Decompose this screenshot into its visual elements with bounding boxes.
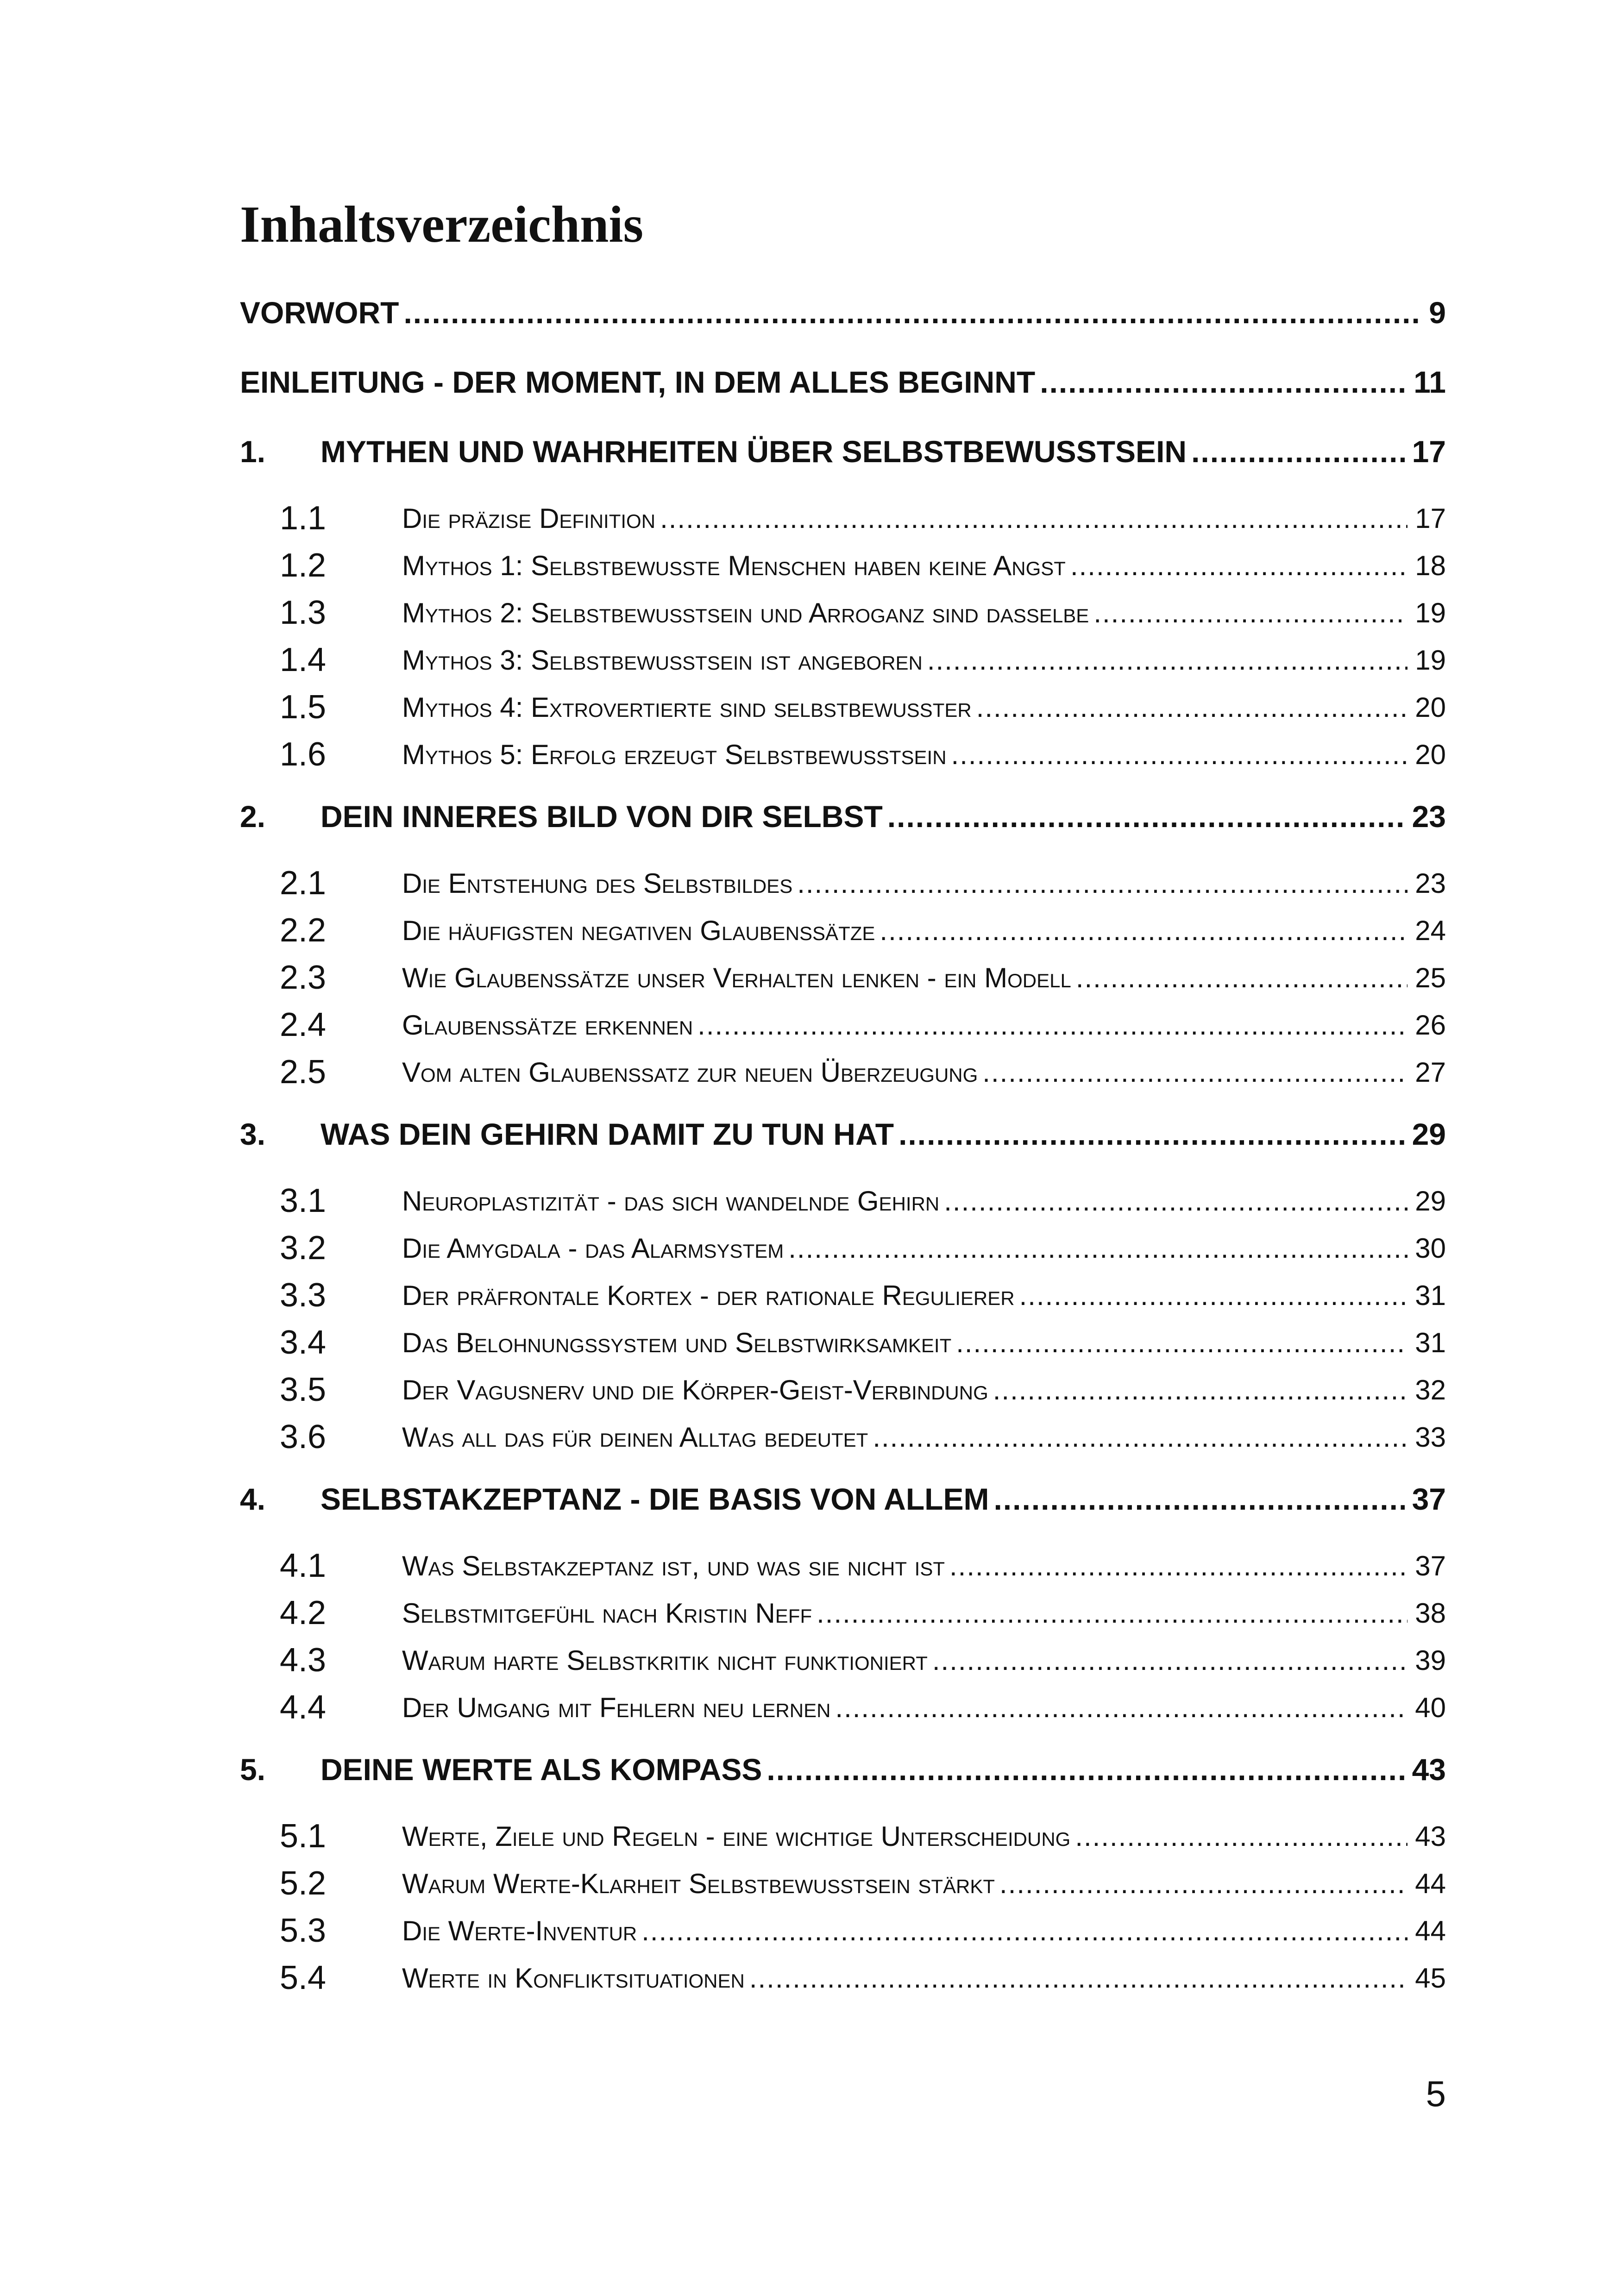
toc-chapter-entry[interactable] [240,782,1446,851]
toc-entry-number: 4.3 [280,1642,327,1679]
toc-entry-page: 33 [1415,1421,1446,1453]
toc-entry-title: Mythos 5: Erfolg erzeugt Selbstbewusstsein [402,739,947,770]
toc-entry-title-wrap [320,1752,1405,1787]
dot-leader [868,1421,1407,1453]
toc-entry-title-wrap [402,1327,1407,1359]
toc-entry-page: 19 [1415,644,1446,676]
toc-entry-number: 1.5 [280,689,327,726]
toc-entry-title-wrap [402,1597,1407,1629]
toc-entry-title-wrap [402,1421,1407,1453]
toc-entry-title-wrap [402,739,1407,771]
toc-entry-number: 1. [240,434,266,469]
toc-section-entry[interactable] [240,1224,1446,1272]
toc-entry-number: 3.3 [280,1277,327,1314]
toc-entry-title-wrap [402,962,1407,994]
toc-entry-title-wrap [402,915,1407,947]
toc-entry-title: Was Selbstakzeptanz ist, und was sie nicht ist [402,1550,945,1581]
toc-entry-number: 1.3 [280,594,327,631]
dot-leader [951,1327,1407,1359]
toc-entry-title: Die Werte-Inventur [402,1915,637,1946]
page-content [240,190,1446,2001]
toc-section-entry[interactable] [240,1272,1446,1319]
toc-entry-number: 3.4 [280,1324,327,1361]
dot-leader [1071,962,1407,994]
toc-section-entry[interactable] [240,589,1446,636]
toc-entry-title: DEIN INNERES BILD VON DIR SELBST [320,799,883,834]
section-spacer [240,851,1446,859]
toc-entry-page: 20 [1415,739,1446,770]
toc-entry-title: Warum Werte-Klarheit Selbstbewusstsein stärkt [402,1868,995,1899]
dot-leader [923,644,1407,676]
toc-entry-page: 37 [1415,1550,1446,1581]
toc-entry-page: 18 [1415,550,1446,581]
section-spacer [240,1461,1446,1464]
toc-entry-title: EINLEITUNG - DER MOMENT, IN DEM ALLES BEGINNT [240,365,1036,399]
toc-entry-title: SELBSTAKZEPTANZ - DIE BASIS VON ALLEM [320,1482,989,1516]
toc-entry-page: 44 [1415,1868,1446,1899]
dot-leader [972,691,1408,723]
section-spacer [240,778,1446,782]
toc-entry-page: 43 [1412,1752,1446,1787]
toc-entry-title: Warum harte Selbstkritik nicht funktioniert [402,1644,928,1676]
toc-entry-title: Der präfrontale Kortex - der rationale Regulierer [402,1280,1015,1311]
toc-entry-number: 5.1 [280,1818,327,1855]
toc-entry-page: 17 [1412,434,1446,469]
dot-leader [995,1868,1407,1900]
dot-leader [792,867,1407,899]
dot-leader [812,1597,1407,1629]
toc-entry-title: Was all das für deinen Alltag bedeutet [402,1421,868,1453]
toc-entry-title: Mythos 3: Selbstbewusstsein ist angeboren [402,644,923,676]
toc-entry-title: MYTHEN UND WAHRHEITEN ÜBER SELBSTBEWUSSTSEIN [320,434,1187,469]
toc-entry-number: 5.4 [280,1959,327,1996]
toc-entry-page: 23 [1415,867,1446,899]
toc-entry-number: 2.5 [280,1054,327,1091]
toc-entry-title-wrap [402,867,1407,899]
toc-entry-title-wrap [402,1820,1407,1852]
toc-entry-page: 30 [1415,1232,1446,1264]
toc-section-entry[interactable] [240,495,1446,542]
toc-section-entry[interactable] [240,1860,1446,1907]
toc-entry-title-wrap [402,1374,1407,1406]
dot-leader [989,1481,1404,1517]
section-spacer [240,1804,1446,1813]
toc-entry-number: 5.2 [280,1865,327,1902]
toc-entry-title: Wie Glaubenssätze unser Verhalten lenken - ein Modell [402,962,1071,993]
toc-entry-number: 2.1 [280,865,327,902]
toc-entry-title-wrap [402,502,1407,534]
toc-entry-title: Mythos 2: Selbstbewusstsein und Arroganz sind dasselbe [402,597,1089,628]
toc-entry-page: 20 [1415,691,1446,723]
toc-entry-page: 32 [1415,1374,1446,1405]
page-title: Inhaltsverzeichnis [240,196,644,253]
toc-section-entry[interactable] [240,1177,1446,1224]
section-spacer [240,486,1446,495]
toc-entry-page: 17 [1415,502,1446,534]
toc-entry-title-wrap [402,1009,1407,1041]
toc-entry-title: Die Entstehung des Selbstbildes [402,867,793,899]
toc-entry-title: Werte in Konfliktsituationen [402,1962,745,1994]
toc-entry-title: DEINE WERTE ALS KOMPASS [320,1752,762,1787]
dot-leader [1070,1820,1407,1852]
toc-section-entry[interactable] [240,1048,1446,1096]
toc-entry-title-wrap [402,1550,1407,1582]
toc-entry-title: Der Vagusnerv und die Körper-Geist-Verbindung [402,1374,988,1405]
toc-chapter-entry[interactable] [240,347,1446,417]
toc-entry-title-wrap [402,1056,1407,1088]
toc-entry-title-wrap [320,799,1405,834]
toc-chapter-entry[interactable] [240,1735,1446,1804]
dot-leader [883,799,1405,834]
toc-entry-page: 31 [1415,1280,1446,1311]
toc-entry-page: 24 [1415,915,1446,946]
toc-section-entry[interactable] [240,1907,1446,1954]
toc-section-entry[interactable] [240,1001,1446,1048]
toc-entry-title-wrap [320,1481,1405,1517]
toc-entry-page: 38 [1415,1597,1446,1629]
dot-leader [978,1056,1407,1088]
toc-entry-number: 2.2 [280,912,327,949]
dot-leader [894,1117,1405,1152]
dot-leader [939,1185,1407,1217]
toc-entry-number: 3.2 [280,1230,327,1267]
toc-entry-title-wrap [402,597,1407,629]
toc-entry-number: 3.6 [280,1418,327,1455]
toc-entry-number: 3.1 [280,1182,327,1219]
toc-entry-title-wrap [402,644,1407,676]
toc-entry-title-wrap [402,1185,1407,1217]
dot-leader [637,1915,1407,1947]
toc-section-entry[interactable] [240,731,1446,778]
toc-entry-title-wrap [320,1117,1405,1152]
dot-leader [1066,550,1407,582]
toc-entry-page: 25 [1415,962,1446,993]
toc-entry-number: 5. [240,1752,266,1787]
toc-entry-title-wrap [402,1692,1407,1724]
dot-leader [655,502,1407,534]
toc-entry-page: 31 [1415,1327,1446,1358]
toc-section-entry[interactable] [240,542,1446,589]
toc-entry-title-wrap [402,1962,1407,1994]
toc-entry-number: 1.4 [280,641,327,678]
dot-leader [693,1009,1407,1041]
toc-entry-title-wrap [402,691,1407,723]
toc-section-entry[interactable] [240,1542,1446,1589]
toc-entry-title-wrap [240,295,1421,330]
dot-leader [1035,364,1406,400]
toc-section-entry[interactable] [240,1813,1446,1860]
toc-chapter-entry[interactable] [240,1464,1446,1534]
toc-section-entry[interactable] [240,1413,1446,1461]
toc-entry-number: 4.2 [280,1594,327,1631]
toc-entry-title: Mythos 4: Extrovertierte sind selbstbewusster [402,691,972,723]
toc-entry-title: Die häufigsten negativen Glaubenssätze [402,915,875,946]
toc-entry-number: 1.1 [280,500,327,537]
toc-entry-title: Mythos 1: Selbstbewusste Menschen haben keine Angst [402,550,1066,581]
toc-section-entry[interactable] [240,684,1446,731]
toc-section-entry[interactable] [240,859,1446,907]
toc-entry-page: 40 [1415,1692,1446,1723]
toc-entry-title: Selbstmitgefühl nach Kristin Neff [402,1597,812,1629]
dot-leader [399,295,1421,330]
toc-chapter-entry[interactable] [240,278,1446,347]
toc-entry-page: 39 [1415,1644,1446,1676]
toc-section-entry[interactable] [240,907,1446,954]
toc-section-entry[interactable] [240,954,1446,1001]
toc-entry-title: VORWORT [240,295,399,330]
toc-entry-page: 44 [1415,1915,1446,1946]
toc-entry-page: 37 [1412,1482,1446,1516]
toc-entry-title: WAS DEIN GEHIRN DAMIT ZU TUN HAT [320,1117,894,1151]
toc-chapter-entry[interactable] [240,1099,1446,1169]
dot-leader [762,1752,1404,1787]
toc-section-entry[interactable] [240,1319,1446,1366]
toc-entry-title: Neuroplastizität - das sich wandelnde Gehirn [402,1185,940,1217]
toc-entry-title: Die präzise Definition [402,502,656,534]
section-spacer [240,1731,1446,1735]
toc-entry-number: 4. [240,1482,266,1516]
toc-entry-number: 3.5 [280,1371,327,1408]
section-spacer [240,1534,1446,1542]
page-number: 5 [1426,2073,1446,2114]
dot-leader [830,1692,1407,1724]
toc-section-entry[interactable] [240,1589,1446,1637]
toc-entry-page: 29 [1415,1185,1446,1217]
toc-entry-number: 2. [240,799,266,834]
toc-entry-title: Werte, Ziele und Regeln - eine wichtige Unterscheidung [402,1820,1071,1852]
toc-entry-page: 26 [1415,1009,1446,1041]
dot-leader [928,1644,1407,1676]
toc-entry-title-wrap [240,364,1406,400]
toc-entry-title: Vom alten Glaubenssatz zur neuen Überzeugung [402,1056,978,1088]
toc-section-entry[interactable] [240,1684,1446,1731]
toc-entry-page: 29 [1412,1117,1446,1151]
toc-entry-number: 4.1 [280,1547,327,1584]
toc-section-entry[interactable] [240,1366,1446,1413]
toc-entry-title-wrap [402,550,1407,582]
dot-leader [1015,1280,1408,1311]
toc-section-entry[interactable] [240,636,1446,684]
toc-entry-number: 1.2 [280,547,327,584]
dot-leader [947,739,1408,771]
toc-entry-number: 4.4 [280,1689,327,1726]
toc-entry-title-wrap [320,434,1405,469]
dot-leader [784,1232,1407,1264]
toc-entry-title: Das Belohnungssystem und Selbstwirksamkeit [402,1327,952,1358]
toc-entry-page: 11 [1414,365,1446,399]
toc-entry-number: 2.4 [280,1006,327,1043]
toc-entry-title: Glaubenssätze erkennen [402,1009,693,1041]
toc-entry-title-wrap [402,1915,1407,1947]
toc-entry-title: Die Amygdala - das Alarmsystem [402,1232,784,1264]
toc-section-entry[interactable] [240,1637,1446,1684]
toc-section-entry[interactable] [240,1954,1446,2001]
toc-chapter-entry[interactable] [240,417,1446,486]
toc-entry-number: 5.3 [280,1912,327,1949]
dot-leader [1089,597,1407,629]
toc-entry-page: 43 [1415,1820,1446,1852]
toc-entry-page: 23 [1412,799,1446,834]
toc-entry-title-wrap [402,1644,1407,1676]
dot-leader [1187,434,1405,469]
toc-entry-number: 3. [240,1117,266,1151]
section-spacer [240,1169,1446,1177]
table-of-contents [240,278,1446,2001]
dot-leader [875,915,1407,947]
dot-leader [988,1374,1408,1406]
dot-leader [745,1962,1407,1994]
toc-entry-page: 19 [1415,597,1446,628]
toc-entry-title-wrap [402,1868,1407,1900]
toc-entry-page: 27 [1415,1056,1446,1088]
toc-entry-number: 1.6 [280,736,327,773]
toc-entry-title: Der Umgang mit Fehlern neu lernen [402,1692,831,1723]
toc-entry-title-wrap [402,1280,1407,1311]
dot-leader [945,1550,1407,1582]
toc-entry-page: 9 [1429,295,1446,330]
toc-entry-page: 45 [1415,1962,1446,1994]
toc-entry-number: 2.3 [280,959,327,996]
toc-entry-title-wrap [402,1232,1407,1264]
section-spacer [240,1096,1446,1099]
